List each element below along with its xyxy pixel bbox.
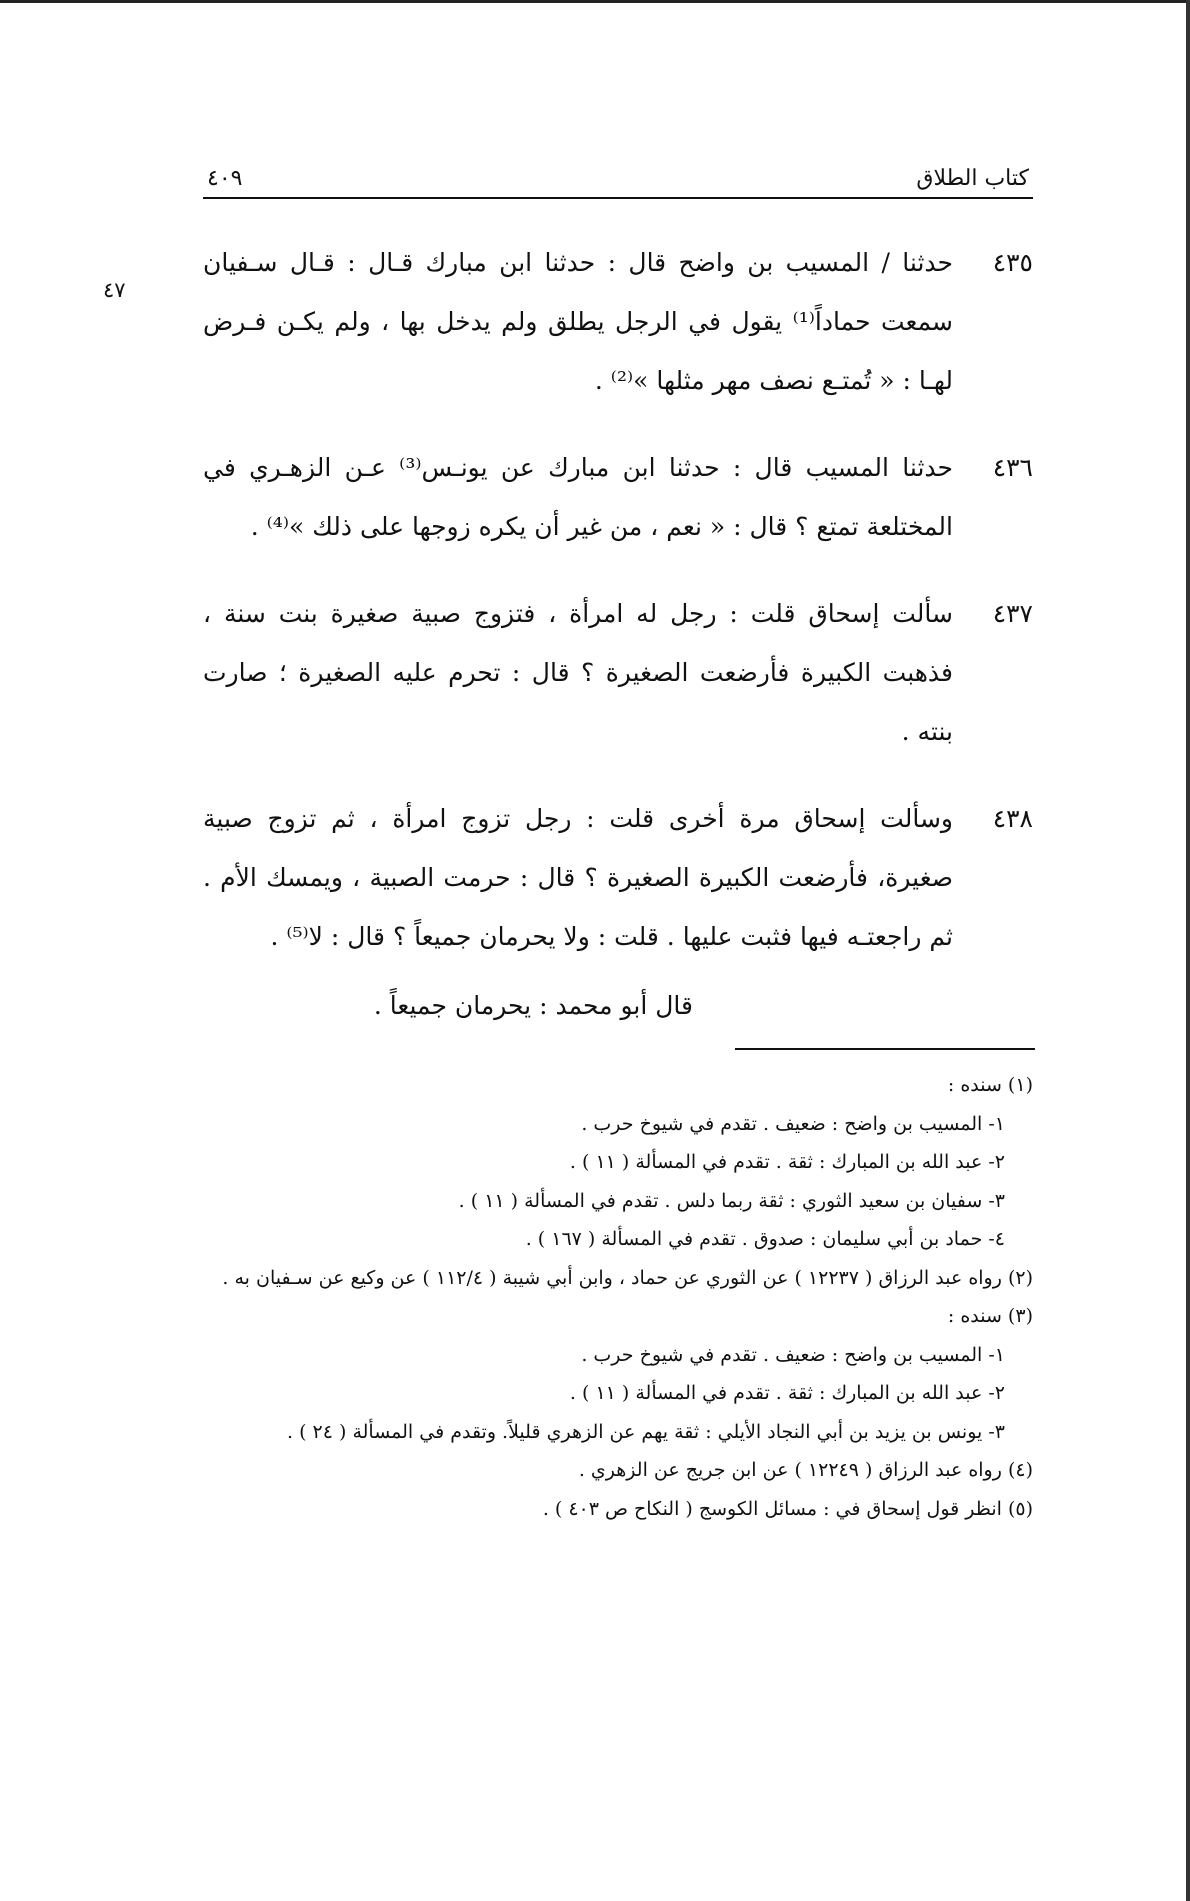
- book-title: كتاب الطلاق: [916, 166, 1029, 191]
- footnote-line: ٢- عبد الله بن المبارك : ثقة . تقدم في المسألة ( ١١ ) .: [569, 1151, 1005, 1173]
- footnote-line: ١- المسيب بن واضح : ضعيف . تقدم في شيوخ حرب .: [581, 1343, 1005, 1366]
- body-text: [203, 233, 1033, 1035]
- entry: [203, 438, 1033, 556]
- scan-edge-top: [0, 0, 1190, 3]
- footnote-line: (٤) رواه عبد الرزاق ( ١٢٢٤٩ ) عن ابن جريج عن الزهري .: [578, 1459, 1033, 1481]
- entry-number: ٤٣٥: [992, 248, 1033, 277]
- scan-edge-right: [1186, 0, 1190, 1901]
- footnote-line: (٥) انظر قول إسحاق في : مسائل الكوسج ( النكاح ص ٤٠٣ ) .: [542, 1497, 1033, 1520]
- footnote-separator: [735, 1048, 1035, 1050]
- footnote-line: (٢) رواه عبد الرزاق ( ١٢٢٣٧ ) عن الثوري عن حماد ، وابن أبي شيبة ( ١١٢/٤ ) عن وكيع عن سـفيان به .: [222, 1266, 1033, 1289]
- footnotes: [203, 1066, 1033, 1528]
- entry-text: حدثنا المسيب قال : حدثنا ابن مبارك عن يونـس⁽³⁾ عـن الزهـري في المختلعة تمتع ؟ قال : « نعم ، من غير أن يكره زوجها على ذلك »⁽⁴⁾ .: [203, 453, 953, 541]
- entry-text: حدثنا / المسيب بن واضح قال : حدثنا ابن مبارك قـال : قـال سـفيان سمعت حماداً⁽¹⁾ يقول في الرجل يطلق ولم يدخل بها ، ولم يكـن فـرض لهـا : « تُمتـع نصف مهر مثلها »⁽²⁾ .: [203, 248, 953, 395]
- page-number: ٤٠٩: [207, 166, 243, 191]
- margin-manuscript-folio: ٤٧: [103, 278, 126, 302]
- footnote-line: ٣- يونس بن يزيد بن أبي النجاد الأيلي : ثقة يهم عن الزهري قليلاً. وتقدم في المسألة ( ٢٤ ) .: [287, 1420, 1005, 1443]
- entry: [203, 233, 1033, 410]
- entry-text: وسألت إسحاق مرة أخرى قلت : رجل تزوج امرأة ، ثم تزوج صبية صغيرة، فأرضعت الكبيرة الصغيرة ؟ قال : حرمت الصبية ، ويمسك الأم . ثم راجعتـه فيها فثبت عليها . قلت : ولا يحرمان جميعاً ؟ قال : لا⁽⁵⁾ .: [203, 804, 953, 951]
- footnote-line: ٤- حماد بن أبي سليمان : صدوق . تقدم في المسألة ( ١٦٧ ) .: [525, 1228, 1005, 1250]
- footnote-heading: (١) سنده :: [947, 1074, 1033, 1096]
- footnote-line: ٢- عبد الله بن المبارك : ثقة . تقدم في المسألة ( ١١ ) .: [569, 1382, 1005, 1404]
- footnote-line: ١- المسيب بن واضح : ضعيف . تقدم في شيوخ حرب .: [581, 1112, 1005, 1135]
- page-content: [203, 155, 1033, 1035]
- closing-note: قال أبو محمد : يحرمان جميعاً .: [373, 991, 693, 1020]
- footnote-line: ٣- سفيان بن سعيد الثوري : ثقة ربما دلس . تقدم في المسألة ( ١١ ) .: [458, 1189, 1005, 1212]
- entry: [203, 584, 1033, 761]
- entry-number: ٤٣٨: [992, 804, 1033, 833]
- entry-text: سألت إسحاق قلت : رجل له امرأة ، فتزوج صبية صغيرة بنت سنة ، فذهبت الكبيرة فأرضعت الصغيرة ؟ قال : تحرم عليه الصغيرة ؛ صارت بنته .: [203, 599, 953, 746]
- entry-number: ٤٣٧: [992, 599, 1033, 628]
- entry: [203, 789, 1033, 966]
- running-header: [203, 155, 1033, 199]
- entry-number: ٤٣٦: [992, 453, 1033, 482]
- footnote-heading: (٣) سنده :: [947, 1305, 1033, 1327]
